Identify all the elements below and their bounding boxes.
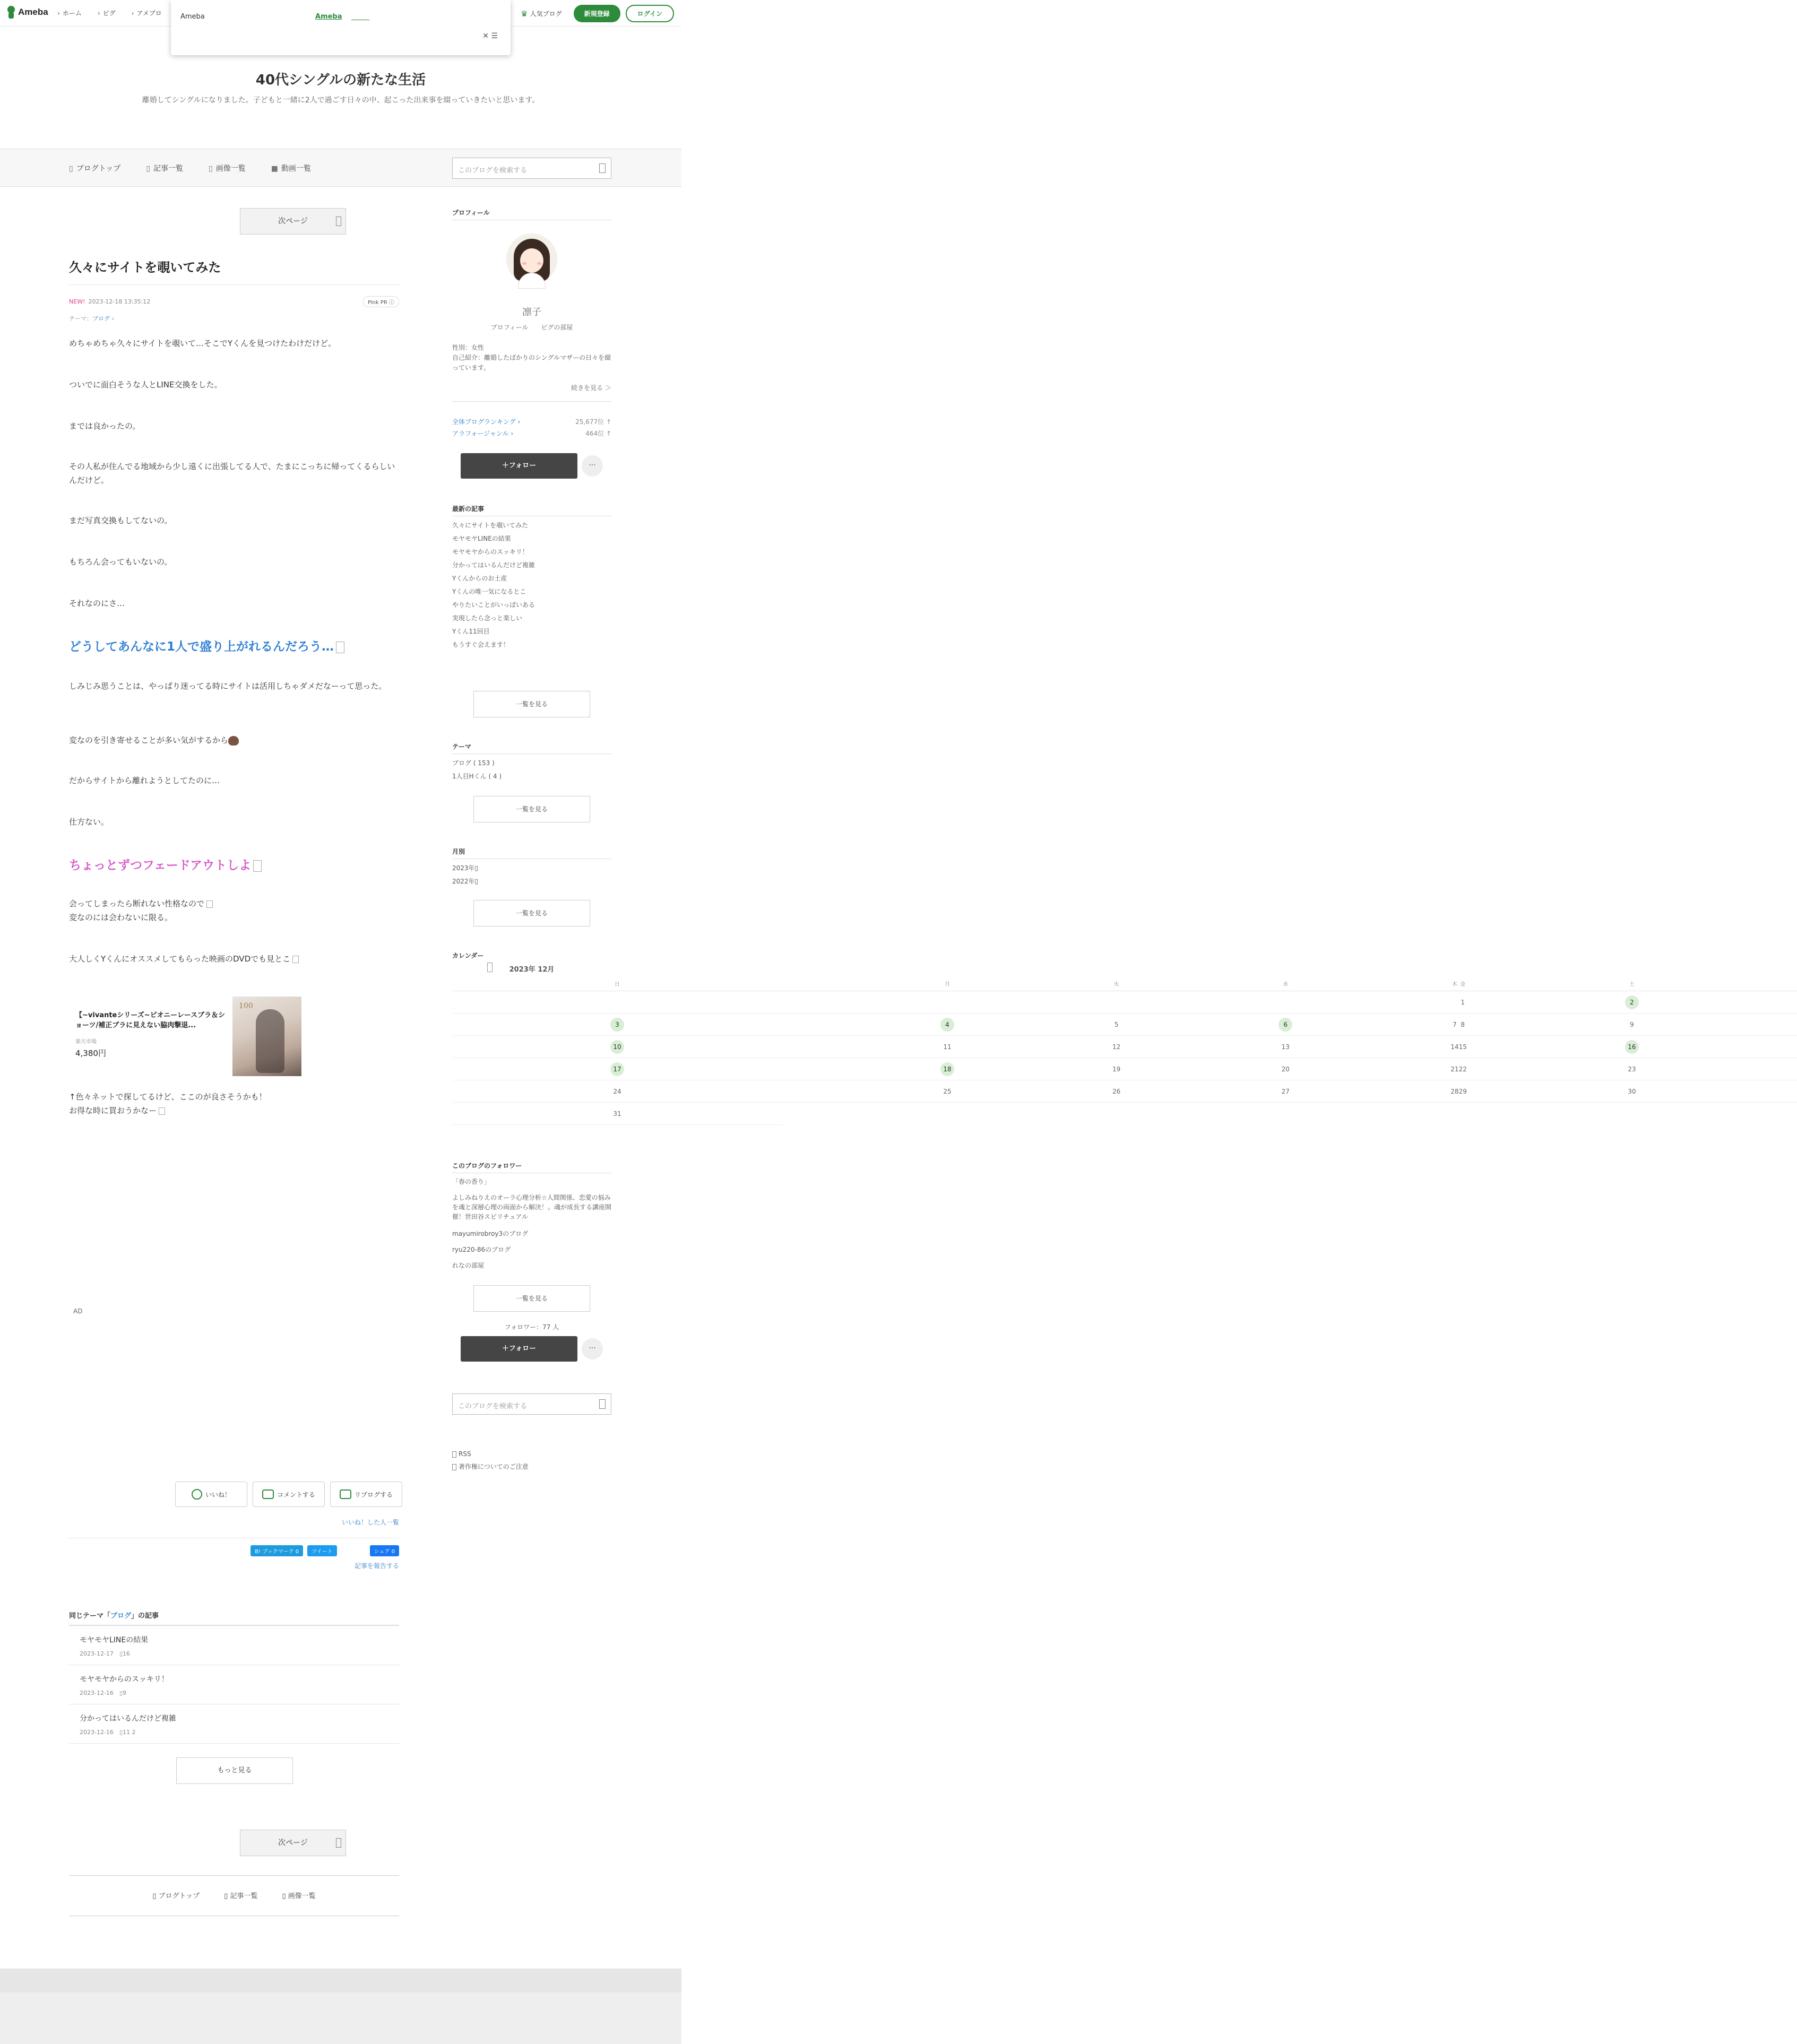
product-price: 4,380円 (75, 1049, 106, 1058)
poop-emoji-icon (228, 736, 239, 746)
global-nav-pigg[interactable]: › ピグ (98, 8, 116, 18)
calendar-day (1120, 1036, 1450, 1058)
overall-ranking-value: 25,677位 ↑ (575, 418, 611, 426)
follow-button-bottom[interactable]: ＋フォロー (461, 1336, 577, 1362)
footer-nav (69, 1890, 399, 1900)
global-nav-home[interactable]: › ホーム (57, 8, 82, 18)
chevron-right-icon (336, 1838, 341, 1848)
related-item-meta (80, 1688, 388, 1697)
chevron-down-icon: ▯ (474, 864, 479, 872)
related-item-date: 2023-12-16 (80, 1690, 114, 1696)
register-button[interactable]: 新規登録 (574, 5, 620, 22)
profile-info (452, 343, 611, 373)
facebook-share-button[interactable]: シェア 0 (370, 1545, 399, 1556)
calendar-weekday: 月 (782, 978, 1112, 991)
comment-icon: ▯ (119, 1650, 123, 1657)
article-paragraph (69, 1090, 399, 1118)
ameba-logo-icon (6, 6, 16, 19)
calendar-weekday: 土 (1467, 978, 1797, 991)
calendar-day (782, 1036, 1112, 1058)
reblog-icon (340, 1489, 351, 1499)
follower-count[interactable]: フォロワー：77 人 (504, 1323, 559, 1331)
calendar-heading: カレンダー (452, 952, 484, 959)
related-theme-link[interactable]: ブログ (110, 1612, 132, 1620)
calendar-day[interactable] (452, 1058, 782, 1080)
article-title[interactable]: 久々にサイトを覗いてみた (69, 260, 221, 275)
calendar-weekday: 日 (452, 978, 782, 991)
related-more-button[interactable]: もっと見る (176, 1757, 293, 1784)
blog-nav-videos-label: 動画一覧 (281, 164, 311, 173)
recent-item[interactable]: 久々にサイトを覗いてみた (452, 522, 529, 529)
calendar-day-number: 17 (610, 1062, 624, 1076)
product-title[interactable]: 【~vivanteシリーズ~ビオニーレースブラ＆ショーツ/補正ブラに見えない脇肉撃退... (75, 1011, 226, 1029)
rss-icon (452, 1451, 456, 1458)
profile-read-more[interactable]: 続きを見る ＞ (571, 384, 611, 392)
pink-pr-badge[interactable]: Pink PR ⓘ (363, 296, 399, 307)
product-image-text: 100 (239, 1002, 253, 1010)
article-datetime: 2023-12-18 13:35:12 (88, 298, 151, 305)
chevron-left-icon[interactable] (487, 963, 493, 972)
heading-pink-text: ちょっとずつフェードアウトしよ (69, 859, 252, 872)
calendar-day (452, 991, 782, 1014)
calendar-day[interactable] (452, 1014, 782, 1036)
global-nav (57, 8, 162, 18)
calendar-day-number: 1 (1461, 999, 1465, 1006)
paragraph-text: ↑色々ネットで探してるけど、ここのが良さそうかも！ (69, 1092, 267, 1102)
floating-popup (171, 0, 511, 55)
blog-nav-entries-label: 記事一覧 (153, 164, 184, 173)
related-item-meta (80, 1649, 388, 1658)
emoji-icon (336, 642, 344, 653)
blog-nav-images[interactable] (209, 163, 246, 174)
recent-item[interactable]: Yくんの唯一気になるとこ (452, 588, 526, 595)
recent-item[interactable]: Yくんからのお土産 (452, 575, 507, 582)
footer-bar (0, 1969, 681, 1993)
follower-item[interactable]: れなの部屋 (452, 1262, 485, 1269)
calendar-day-number: 29 (1458, 1088, 1467, 1095)
theme-heading: テーマ (452, 743, 472, 750)
recent-item[interactable]: モヤモヤからのスッキリ！ (452, 548, 529, 556)
page-footer (0, 1969, 681, 2044)
calendar-weekday: 水 (1120, 978, 1450, 991)
calendar-day-number: 25 (943, 1088, 952, 1095)
calendar-day-number: 2 (1625, 995, 1639, 1009)
calendar-day-number: 12 (1112, 1043, 1121, 1051)
genre-ranking-value: 464位 ↑ (585, 430, 611, 437)
overall-ranking[interactable] (452, 417, 611, 426)
comment-button[interactable] (253, 1482, 325, 1507)
popular-blog-label: 人気ブログ (530, 10, 562, 18)
blog-nav-top-label: ブログトップ (76, 164, 121, 173)
home-icon: ▯ (69, 164, 73, 173)
theme-list (452, 757, 611, 783)
overall-ranking-label[interactable]: 全体ブログランキング › (452, 418, 521, 426)
avatar-cheek (537, 262, 541, 265)
reblog-label: リブログする (354, 1491, 393, 1499)
calendar-day-number: 7 (1453, 1021, 1457, 1028)
calendar-day[interactable] (1467, 991, 1797, 1014)
popup-close-icon[interactable]: ✕ ☰ (482, 32, 498, 40)
avatar-cheek (522, 262, 526, 265)
recent-heading: 最新の記事 (452, 505, 485, 513)
calendar-day-number: 13 (1281, 1043, 1290, 1051)
calendar-day (1459, 1014, 1467, 1036)
article-paragraph: しみじみ思うことは、やっぱり迷ってる時にサイトは活用しちゃダメだなーって思った。 (69, 681, 387, 691)
login-button[interactable]: ログイン (626, 5, 674, 22)
smile-icon (192, 1489, 202, 1500)
product-shop: 楽天市場 (75, 1039, 97, 1045)
tweet-button[interactable]: ツイート (307, 1545, 337, 1556)
followers-see-list-button[interactable]: 一覧を見る (473, 1285, 590, 1312)
paragraph-text: 変なのには会わないに限る。 (69, 913, 173, 922)
calendar-day-number: 31 (613, 1110, 621, 1118)
heading-blue-text: どうしてあんなに1人で盛り上がれるんだろう… (69, 640, 334, 654)
popup-title: Ameba (180, 13, 205, 21)
likers-link[interactable]: いいね！した人一覧 (341, 1519, 399, 1526)
article-paragraph: めちゃめちゃ久々にサイトを覗いて…そこでYくんを見つけたわけだけど。 (69, 339, 336, 348)
emoji-icon (206, 900, 213, 908)
header-actions (521, 5, 674, 22)
recent-item[interactable]: 分かってはいるんだけど複雑 (452, 561, 535, 569)
blog-nav-images-label: 画像一覧 (215, 164, 246, 173)
calendar-day-number: 27 (1281, 1088, 1290, 1095)
calendar-day (1450, 1036, 1458, 1058)
paragraph-text: 変なのを引き寄せることが多い気がするから (69, 735, 229, 745)
calendar-grid (452, 978, 1636, 1125)
paragraph-text: お得な時に買おうかなー (69, 1106, 157, 1115)
calendar-weekday: 木 (1450, 978, 1458, 991)
like-button[interactable] (175, 1482, 247, 1507)
article-date (69, 298, 150, 305)
related-item-meta (80, 1728, 388, 1736)
article-paragraph: だからサイトから離れようとしてたのに… (69, 776, 220, 785)
calendar-day-number: 16 (1625, 1040, 1639, 1054)
theme-item[interactable]: 1人目Hくん ( 4 ) (452, 773, 502, 780)
calendar-day-number: 24 (613, 1088, 621, 1095)
article-paragraph (69, 733, 399, 747)
follow-button[interactable]: ＋フォロー (461, 453, 577, 479)
related-item[interactable] (69, 1626, 399, 1665)
related-item-count: 9 (123, 1690, 126, 1696)
theme-prefix: テーマ： (69, 315, 92, 322)
calendar-day[interactable] (782, 1014, 1112, 1036)
profile-heading: プロフィール (452, 209, 490, 216)
crown-icon: ♛ (521, 8, 528, 19)
follower-item[interactable]: よしみねりえのオーラ心理分析☆人間関係、恋愛の悩みを魂と深層心理の両面から解決！。魂が成長する講座開催！世田谷スピリチュアル (452, 1194, 612, 1220)
emoji-icon (292, 956, 299, 963)
calendar-day (1467, 1080, 1797, 1103)
like-label: いいね！ (205, 1491, 231, 1499)
rss-link[interactable] (452, 1448, 529, 1460)
calendar-day[interactable] (452, 1036, 782, 1058)
month-item[interactable] (452, 875, 611, 888)
article-paragraph: それなのにさ… (69, 599, 125, 608)
blog-nav-entries[interactable] (146, 163, 183, 174)
article-actions (175, 1482, 402, 1507)
emoji-icon (159, 1107, 165, 1115)
video-icon: ■ (271, 164, 278, 173)
calendar-day (1112, 1036, 1120, 1058)
calendar-day-number: 5 (1114, 1021, 1119, 1028)
calendar-day (1112, 1080, 1120, 1103)
next-page-label: 次ページ (278, 1839, 308, 1847)
image-icon: ▯ (282, 1892, 288, 1900)
emoji-icon (253, 860, 262, 872)
comment-icon (262, 1489, 274, 1499)
calendar-day-number: 19 (1112, 1066, 1121, 1073)
search-icon[interactable] (599, 163, 606, 173)
calendar-day (1459, 991, 1467, 1014)
calendar-day (1450, 991, 1458, 1014)
popular-blog-link[interactable] (521, 9, 561, 19)
comment-label: コメントする (277, 1491, 315, 1499)
related-item-count: 16 (123, 1650, 130, 1657)
related-item-title[interactable]: 分かってはいるんだけど複雑 (80, 1714, 176, 1723)
calendar-day-number: 14 (1450, 1043, 1459, 1051)
calendar-day-number: 18 (940, 1062, 954, 1076)
article-theme (69, 314, 114, 323)
product-card[interactable] (69, 991, 318, 1081)
calendar-day (1120, 1058, 1450, 1080)
monthly-list (452, 862, 611, 888)
profile-name[interactable]: 凛子 (522, 307, 541, 318)
related-item[interactable] (69, 1704, 399, 1744)
calendar-day-number: 6 (1278, 1018, 1292, 1032)
calendar-day[interactable] (1467, 1036, 1797, 1058)
list-icon: ▯ (224, 1892, 230, 1900)
pigg-room-link[interactable]: ピグの部屋 (541, 324, 573, 331)
footer-nav-images[interactable] (282, 1890, 315, 1900)
sidebar-search-input[interactable] (452, 1393, 611, 1415)
article-paragraph (69, 952, 399, 966)
article-heading-pink (69, 855, 262, 873)
recent-item[interactable]: やりたいことがいっぱいある (452, 601, 535, 609)
footer-nav-images-label: 画像一覧 (288, 1892, 316, 1900)
article-paragraph: 仕方ない。 (69, 817, 109, 827)
chevron-right-icon (336, 216, 341, 226)
line-share-button[interactable] (341, 1549, 366, 1553)
calendar-day-number: 26 (1112, 1088, 1121, 1095)
calendar-weekday: 金 (1459, 978, 1467, 991)
blog-description: 離婚してシングルになりました。子どもと一緒に2人で過ごす日々の中、起こった出来事を綴っていきたいと思います。 (142, 96, 540, 105)
popup-link[interactable]: Ameba (315, 13, 342, 21)
new-badge: NEW! (69, 298, 85, 305)
calendar-day-number: 21 (1450, 1066, 1459, 1073)
calendar-day (1467, 1058, 1797, 1080)
calendar-day (1450, 1014, 1458, 1036)
comment-icon: ▯ (119, 1729, 123, 1736)
sidebar-links (452, 1448, 529, 1473)
calendar-day-number: 11 (943, 1043, 952, 1051)
blog-title[interactable]: 40代シングルの新たな生活 (255, 72, 426, 88)
article-paragraph: もちろん会ってもいないの。 (69, 557, 172, 567)
next-page-button-bottom[interactable] (240, 1830, 346, 1856)
chevron-down-icon: ▯ (474, 878, 479, 885)
related-heading-suffix: 」の記事 (131, 1612, 159, 1620)
calendar-day (1459, 1080, 1467, 1103)
article-paragraph: までは良かったの。 (69, 421, 141, 431)
profile-gender: 性別：女性 (452, 344, 485, 351)
reblog-button[interactable] (330, 1482, 402, 1507)
recent-item[interactable]: 実現したら念っと楽しい (452, 614, 523, 622)
chevron-right-icon: › (110, 315, 114, 322)
calendar-month (452, 964, 611, 974)
article-paragraph: まだ写真交換もしてないの。 (69, 516, 172, 525)
blog-nav (0, 149, 681, 187)
month-item[interactable] (452, 862, 611, 875)
ranking-divider (452, 401, 611, 402)
more-options-button[interactable]: ··· (582, 455, 603, 477)
calendar-day-number: 9 (1630, 1021, 1634, 1028)
calendar-day (1112, 1058, 1120, 1080)
related-item-title[interactable]: モヤモヤLINEの結果 (80, 1636, 149, 1644)
profile-link[interactable]: プロフィール (490, 324, 529, 331)
followers-heading: このブログのフォロワー (452, 1162, 522, 1170)
next-page-button[interactable] (240, 208, 346, 235)
article-paragraph: その人私が住んでる地域から少し遠くに出張してる人で、たまにこっちに帰ってくるらしいんだけど。 (69, 462, 395, 485)
avatar-face (520, 248, 543, 273)
sidebar-search-placeholder: このブログを検索する (458, 1402, 528, 1410)
recent-item[interactable]: もうすぐ会えます！ (452, 641, 510, 648)
related-item-title[interactable]: モヤモヤからのスッキリ！ (80, 1675, 169, 1684)
calendar-day-number: 15 (1458, 1043, 1467, 1051)
profile-links (452, 323, 611, 332)
month-label: 2022年 (452, 878, 475, 885)
list-icon: ▯ (146, 164, 151, 173)
theme-link[interactable]: ブログ (92, 315, 110, 322)
search-icon[interactable] (599, 1399, 606, 1409)
calendar-weekday: 火 (1112, 978, 1120, 991)
related-heading (69, 1610, 159, 1620)
calendar-day-number: 3 (610, 1018, 624, 1032)
calendar-day-number: 20 (1281, 1066, 1290, 1073)
comment-icon: ▯ (119, 1690, 123, 1696)
related-item[interactable] (69, 1665, 399, 1704)
product-model-figure (256, 1009, 284, 1073)
calendar-day[interactable] (1120, 1014, 1450, 1036)
product-image[interactable] (232, 997, 301, 1076)
footer-nav-top[interactable] (152, 1890, 200, 1900)
more-options-button-bottom[interactable]: ··· (582, 1338, 603, 1359)
genre-ranking-label[interactable]: アラフォージャンル › (452, 430, 514, 437)
related-heading-prefix: 同じテーマ「 (69, 1612, 111, 1620)
related-item-count: 11 2 (123, 1729, 136, 1736)
calendar-day (782, 991, 1112, 1014)
home-icon: ▯ (152, 1892, 159, 1900)
calendar-month-label: 2023年 12月 (509, 966, 555, 974)
ameba-logo[interactable] (6, 6, 48, 19)
image-icon: ▯ (209, 164, 213, 173)
related-list (69, 1625, 399, 1744)
calendar-day-number: 8 (1461, 1021, 1465, 1028)
calendar-day (1112, 991, 1120, 1014)
calendar-day-number: 28 (1450, 1088, 1459, 1095)
ad-label: AD (73, 1307, 83, 1315)
global-nav-ameblo[interactable]: › アメブロ (132, 8, 162, 18)
recent-see-list-button[interactable]: 一覧を見る (473, 691, 590, 717)
paragraph-text: 大人しくYくんにオススメしてもらった映画のDVDでも見とこ (69, 954, 291, 964)
calendar-day-number: 23 (1628, 1066, 1636, 1073)
recent-list (452, 519, 611, 652)
theme-divider (452, 753, 611, 754)
blog-search-input[interactable] (452, 158, 611, 179)
calendar-day (1112, 1014, 1120, 1036)
monthly-heading: 月別 (452, 848, 465, 855)
calendar-day-number: 22 (1458, 1066, 1467, 1073)
monthly-see-list-button[interactable]: 一覧を見る (473, 900, 590, 926)
blog-search-placeholder: このブログを検索する (458, 167, 528, 175)
calendar-day (1120, 1080, 1450, 1103)
title-divider (69, 284, 399, 285)
related-item-date: 2023-12-16 (80, 1729, 114, 1736)
calendar-day (1120, 991, 1450, 1014)
footer-nav-entries-label: 記事一覧 (230, 1892, 258, 1900)
footer-nav-divider-top (69, 1875, 399, 1876)
follower-item[interactable]: mayumirobroy3のブログ (452, 1230, 529, 1237)
follower-item[interactable]: ryu220-86のブログ (452, 1246, 511, 1253)
calendar-day (1450, 1058, 1458, 1080)
blog-nav-videos[interactable] (271, 163, 311, 174)
calendar-day-number: 30 (1628, 1088, 1636, 1095)
calendar-day-number: 10 (610, 1040, 624, 1054)
related-item-date: 2023-12-17 (80, 1650, 114, 1657)
theme-item[interactable]: ブログ ( 153 ) (452, 759, 495, 767)
paragraph-text: 会ってしまったら断れない性格なので (69, 899, 205, 908)
recent-item[interactable]: モヤモヤLINEの結果 (452, 535, 511, 542)
calendar-day-number: 4 (940, 1018, 954, 1032)
copyright-link[interactable] (452, 1460, 529, 1473)
logo-text: Ameba (18, 7, 48, 17)
copyright-label: 著作権についてのご注意 (459, 1463, 529, 1470)
share-buttons (250, 1545, 399, 1556)
calendar-day (1459, 1036, 1467, 1058)
calendar-day (1450, 1080, 1458, 1103)
month-label: 2023年 (452, 864, 475, 872)
info-icon (452, 1464, 456, 1470)
article-paragraph: ついでに面白そうな人とLINE交換をした。 (69, 380, 222, 389)
profile-intro: 自己紹介：離婚したばかりのシングルマザーの日々を綴っています。 (452, 354, 611, 371)
report-link[interactable]: 記事を報告する (354, 1562, 399, 1570)
calendar-day (1459, 1058, 1467, 1080)
hatena-bookmark-button[interactable]: B! ブックマーク 0 (250, 1545, 303, 1556)
genre-ranking[interactable] (452, 429, 611, 438)
calendar-day (452, 1103, 782, 1125)
calendar-day (452, 1080, 782, 1103)
blog-nav-top[interactable] (69, 163, 120, 174)
footer-nav-top-label: ブログトップ (158, 1892, 200, 1900)
theme-see-list-button[interactable]: 一覧を見る (473, 796, 590, 822)
calendar-day (1467, 1014, 1797, 1036)
calendar-day[interactable] (782, 1058, 1112, 1080)
footer-nav-entries[interactable] (224, 1890, 257, 1900)
next-page-label: 次ページ (278, 217, 308, 226)
article-paragraph (69, 897, 399, 924)
rss-label: RSS (459, 1450, 471, 1458)
calendar-day (782, 1080, 1112, 1103)
avatar[interactable] (506, 233, 557, 284)
recent-item[interactable]: Yくん11回目 (452, 628, 490, 635)
follower-item[interactable]: 「春の香り」 (452, 1178, 491, 1185)
article-heading-blue (69, 637, 344, 654)
